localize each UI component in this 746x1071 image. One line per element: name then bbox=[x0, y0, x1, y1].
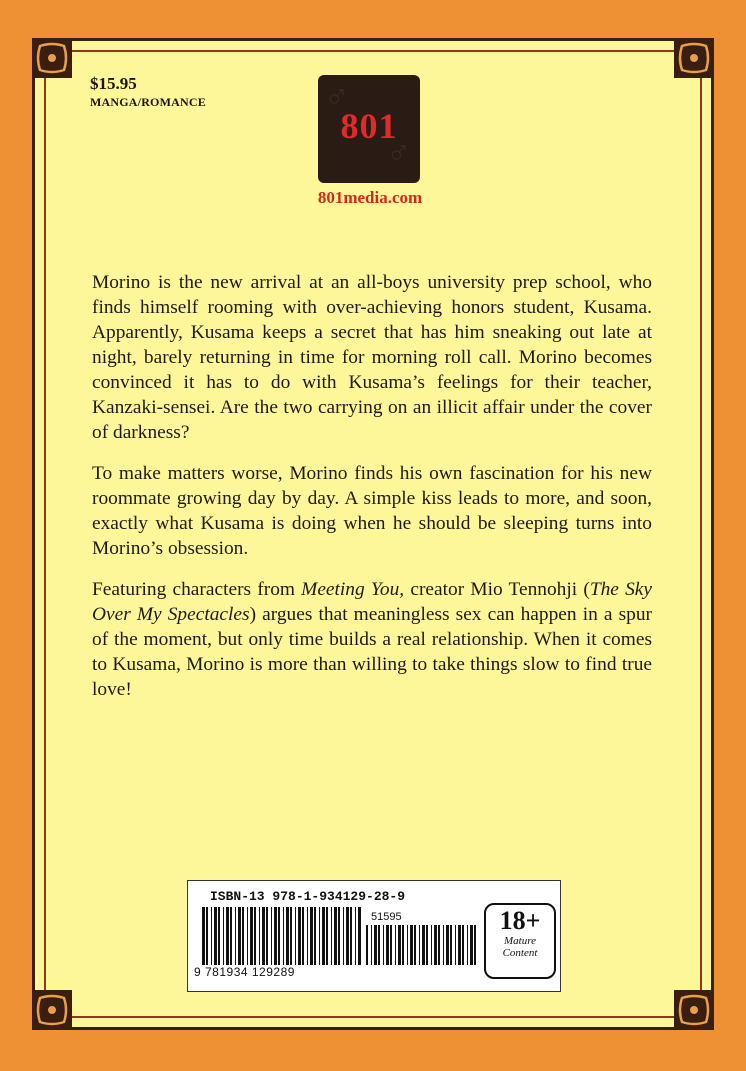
corner-ornament-icon bbox=[674, 990, 714, 1030]
corner-ornament-icon bbox=[32, 990, 72, 1030]
publisher-website[interactable]: 801media.com bbox=[317, 188, 423, 207]
featuring-paragraph: Featuring characters from Meeting You, creator Mio Tennohji (The Sky Over My Spectacles) argues that meaningless sex can happen in a spur of the moment, but only time builds a real relationship. When it comes to Kusama, Morino is more than willing to take things slow to find true love! bbox=[92, 579, 652, 700]
rating-line-1: Mature bbox=[504, 935, 536, 947]
logo-text: 801 bbox=[340, 106, 398, 146]
synopsis-paragraph: To make matters worse, Morino finds his own fascination for his new roommate growing day by day. A simple kiss leads to more, and soon, exactly what Kusama is doing when he should be sleeping turns into Morino’s obsession. bbox=[92, 463, 652, 559]
title-meeting-you: Meeting You, bbox=[301, 579, 405, 600]
corner-ornament-icon bbox=[674, 38, 714, 78]
rating-age: 18+ bbox=[499, 906, 541, 935]
price: $15.95 bbox=[90, 74, 137, 93]
synopsis-paragraph: Morino is the new arrival at an all-boys university prep school, who finds himself rooming with over-achieving honors student, Kusama. Apparently, Kusama keeps a secret that has him sneaking out late at night, barely returning in time for morning roll call. Morino becomes convinced it has to do with Kusama’s feelings for their teacher, Kanzaki-sensei. Are the two carrying on an illicit affair under the cover of darkness? bbox=[92, 272, 652, 443]
publisher-logo bbox=[318, 75, 420, 183]
barcode-icon bbox=[202, 907, 362, 965]
corner-ornament-icon bbox=[32, 38, 72, 78]
male-symbol-icon: ♂ bbox=[324, 79, 350, 116]
rating-line-2: Content bbox=[502, 947, 538, 959]
genre-label: MANGA/ROMANCE bbox=[90, 95, 206, 109]
title-sky-over-my-spectacles: The Sky Over My Spectacles bbox=[92, 579, 652, 625]
barcode-digits: 9 781934 129289 bbox=[194, 965, 295, 979]
age-rating-badge bbox=[484, 903, 556, 979]
price-code: 51595 bbox=[371, 911, 402, 923]
price-barcode-icon bbox=[366, 925, 476, 983]
isbn-label: ISBN-13 978-1-934129-28-9 bbox=[210, 889, 406, 904]
synopsis bbox=[92, 270, 652, 718]
male-symbol-icon: ♂ bbox=[386, 135, 412, 172]
